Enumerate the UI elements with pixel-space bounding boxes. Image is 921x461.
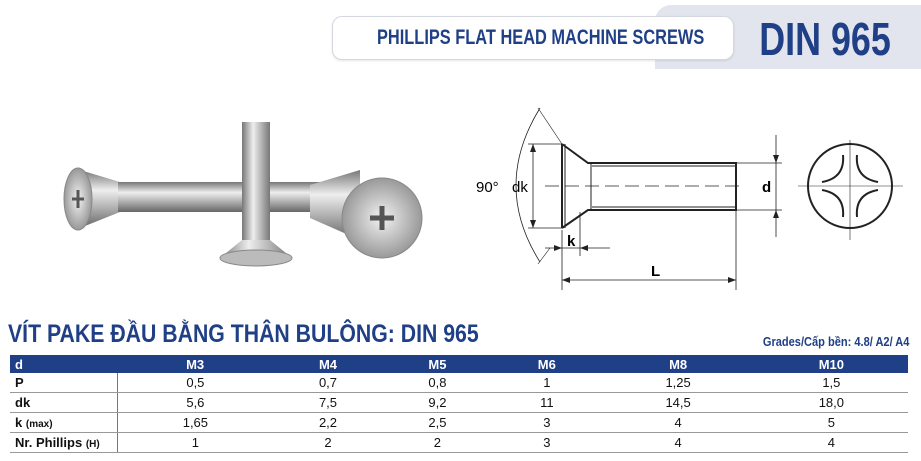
header-cell: M10 bbox=[755, 355, 908, 373]
row-label-suffix: (H) bbox=[85, 439, 100, 450]
value-cell: 18,0 bbox=[755, 393, 908, 413]
value-cell: 1 bbox=[117, 433, 273, 453]
value-cell: 5,6 bbox=[117, 393, 273, 413]
value-cell: 14,5 bbox=[601, 393, 754, 413]
value-cell: 5 bbox=[755, 413, 908, 433]
k-label: k bbox=[567, 233, 576, 250]
value-cell: 2 bbox=[383, 433, 492, 453]
section-title: VÍT PAKE ĐẦU BẰNG THÂN BULÔNG: DIN 965 bbox=[8, 320, 479, 348]
value-cell: 2,2 bbox=[273, 413, 382, 433]
value-cell: 9,2 bbox=[383, 393, 492, 413]
dk-label: dk bbox=[512, 179, 528, 196]
row-label: dk bbox=[15, 395, 31, 410]
standard-code: DIN 965 bbox=[759, 13, 891, 65]
value-cell: 1,25 bbox=[601, 373, 754, 393]
value-cell: 1,5 bbox=[755, 373, 908, 393]
row-label-cell bbox=[10, 433, 117, 453]
header-cell: d bbox=[10, 355, 117, 373]
d-label: d bbox=[762, 179, 772, 196]
value-cell: 0,7 bbox=[273, 373, 382, 393]
value-cell: 4 bbox=[601, 433, 754, 453]
value-cell: 0,5 bbox=[117, 373, 273, 393]
row-label: P bbox=[15, 375, 24, 390]
row-label: Nr. Phillips bbox=[15, 435, 83, 450]
header-cell: M6 bbox=[492, 355, 601, 373]
value-cell: 4 bbox=[601, 413, 754, 433]
row-label-suffix: (max) bbox=[25, 419, 53, 430]
product-title: PHILLIPS FLAT HEAD MACHINE SCREWS bbox=[377, 26, 705, 49]
row-label: k bbox=[15, 415, 23, 430]
value-cell: 2 bbox=[273, 433, 382, 453]
L-label: L bbox=[651, 263, 661, 280]
value-cell: 4 bbox=[755, 433, 908, 453]
header-cell: M3 bbox=[117, 355, 273, 373]
value-cell: 7,5 bbox=[273, 393, 382, 413]
table-row bbox=[10, 373, 908, 393]
header-cell: M4 bbox=[273, 355, 382, 373]
table-row bbox=[10, 433, 908, 453]
row-label-cell bbox=[10, 413, 117, 433]
dimensions-table bbox=[10, 355, 908, 453]
table-row bbox=[10, 393, 908, 413]
row-label-cell bbox=[10, 373, 117, 393]
value-cell: 1,65 bbox=[117, 413, 273, 433]
header-cell: M5 bbox=[383, 355, 492, 373]
value-cell: 3 bbox=[492, 413, 601, 433]
value-cell: 1 bbox=[492, 373, 601, 393]
row-label-cell bbox=[10, 393, 117, 413]
table-header-row bbox=[10, 355, 908, 373]
angle-label: 90° bbox=[476, 179, 499, 196]
value-cell: 2,5 bbox=[383, 413, 492, 433]
value-cell: 0,8 bbox=[383, 373, 492, 393]
header-cell: M8 bbox=[601, 355, 754, 373]
value-cell: 11 bbox=[492, 393, 601, 413]
value-cell: 3 bbox=[492, 433, 601, 453]
table-row bbox=[10, 413, 908, 433]
grades-text: Grades/Cấp bền: 4.8/ A2/ A4 bbox=[762, 334, 909, 349]
